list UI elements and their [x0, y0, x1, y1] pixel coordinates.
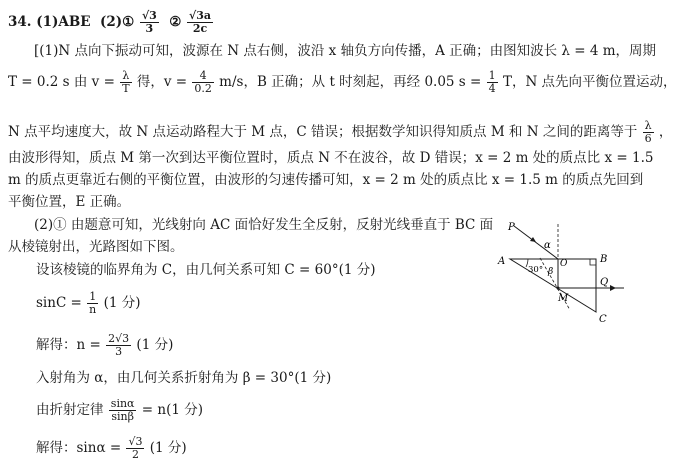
- label-B: B: [600, 254, 608, 265]
- incident-arrow: [530, 237, 536, 242]
- part2-line-6: 入射角为 α，由几何关系折射角为 β = 30°(1 分): [36, 370, 332, 386]
- label-P: P: [508, 222, 515, 233]
- part2-line-2: 从棱镜射出，光路图如下图。: [8, 239, 184, 255]
- label-C: C: [599, 314, 607, 325]
- label-M: M: [558, 293, 569, 304]
- incident-ray: [514, 226, 558, 259]
- label-angle: 30°: [528, 265, 544, 275]
- right-angle-marker: [590, 259, 596, 265]
- part2-line-5: 解得：n = $\frac{2√3}{3}$ (1 分): [36, 332, 174, 358]
- part1-line-4: 由波形得知，质点 M 第一次到达平衡位置时，质点 N 不在波谷，故 D 错误；x = 2 m 处的质点比 x = 1.5: [8, 150, 654, 166]
- part2-line-8: 解得：sinα = $\frac{√3}{2}$ (1 分): [36, 435, 187, 461]
- part2-line-3: 设该棱镜的临界角为 C，由几何关系可知 C = 60°(1 分): [36, 262, 376, 278]
- label-alpha: α: [544, 240, 551, 251]
- part1-line-6: 平衡位置，E 正确。: [8, 194, 131, 210]
- label-O: O: [560, 259, 568, 269]
- label-beta: β: [548, 267, 554, 277]
- part1-line-5: m 的质点更靠近右侧的平衡位置，由波形的匀速传播可知，x = 2 m 处的质点比 x = 1.5 m 的质点先回到: [8, 172, 644, 188]
- part2-line-4: sinC = $\frac{1}{n}$ (1 分): [36, 290, 141, 316]
- part2-line-1: (2)① 由题意可知，光线射向 AC 面恰好发生全反射，反射光线垂直于 BC 面: [34, 217, 494, 233]
- answer-line: [8, 10, 214, 35]
- answer-part2-2-prefix: ②: [169, 14, 182, 30]
- part1-line-1: [(1)N 点向下振动可知，波源在 N 点右侧，波沿 x 轴负方向传播，A 正确；由图知波长 λ = 4 m，周期: [34, 43, 657, 59]
- part2-line-7: 由折射定律 $\frac{\sin\alpha}{\sin\beta}$ = n(1 分): [36, 397, 203, 423]
- part1-line-2: T = 0.2 s 由 v = $\frac{\lambda}{T}$ 得，v = $\frac{4}{0.2}$ m/s，B 正确；从 t 时刻起，再经 0.05 s = $\frac{1}{4}$ T，N 点先向平衡位置运动，: [8, 69, 677, 95]
- point-M: [557, 287, 560, 290]
- answer-part2-prefix: (2)①: [99, 14, 135, 30]
- prism-diagram: [492, 218, 632, 330]
- reflected-arrow: [610, 285, 616, 291]
- label-A: A: [498, 256, 506, 267]
- answer-fraction-1: $\frac{√3}{3}$: [141, 9, 157, 35]
- label-Q: Q: [600, 277, 609, 288]
- part1-line-3: N 点平均速度大，故 N 点运动路程大于 M 点，C 错误；根据数学知识得知质点 M 和 N 之间的距离等于 $\frac{\lambda}{6}$ ，: [8, 119, 673, 145]
- answer-part1: (1)ABE: [36, 14, 91, 30]
- question-number: 34.: [8, 14, 32, 30]
- answer-fraction-2: $\frac{√3a}{2c}$: [189, 9, 212, 35]
